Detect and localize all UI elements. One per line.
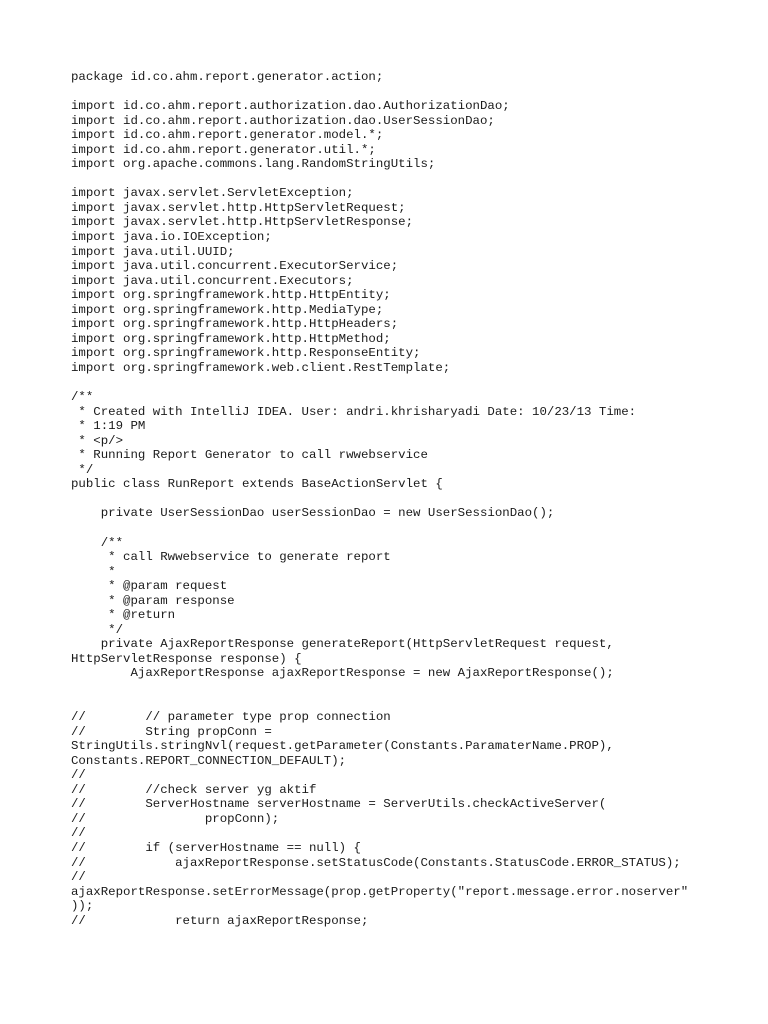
code-line <box>71 375 731 390</box>
code-line <box>71 521 731 536</box>
code-line: import java.util.concurrent.ExecutorService; <box>71 259 399 274</box>
code-line: // // parameter type prop connection <box>71 710 391 725</box>
code-line: * 1:19 PM <box>71 419 146 434</box>
code-line: */ <box>71 462 94 477</box>
code-line: AjaxReportResponse ajaxReportResponse = new AjaxReportResponse(); <box>71 666 614 681</box>
code-line: * @param request <box>71 579 228 594</box>
code-line: import org.springframework.http.HttpHeaders; <box>71 317 399 332</box>
code-line: import javax.servlet.http.HttpServletResponse; <box>71 215 414 230</box>
code-line: private AjaxReportResponse generateReport(HttpServletRequest request, <box>71 637 614 652</box>
code-line: import org.apache.commons.lang.RandomStringUtils; <box>71 157 436 172</box>
code-line: * Created with IntelliJ IDEA. User: andri.khrisharyadi Date: 10/23/13 Time: <box>71 404 637 419</box>
code-line: // propConn); <box>71 811 280 826</box>
code-line: // <box>71 870 86 885</box>
code-line: * @return <box>71 608 176 623</box>
code-line: import id.co.ahm.report.generator.model.*; <box>71 128 384 143</box>
code-line: * <box>71 564 116 579</box>
code-line: )); <box>71 899 94 914</box>
code-line <box>71 172 731 187</box>
code-line: /** <box>71 535 124 550</box>
code-line: // if (serverHostname == null) { <box>71 840 361 855</box>
code-line: import javax.servlet.http.HttpServletRequest; <box>71 200 406 215</box>
code-line: import org.springframework.web.client.RestTemplate; <box>71 360 451 375</box>
code-line: // ajaxReportResponse.setStatusCode(Constants.StatusCode.ERROR_STATUS); <box>71 855 681 870</box>
code-line: /** <box>71 390 94 405</box>
code-line: Constants.REPORT_CONNECTION_DEFAULT); <box>71 753 347 768</box>
code-line: // return ajaxReportResponse; <box>71 913 369 928</box>
code-line: */ <box>71 622 124 637</box>
code-line: * @param response <box>71 593 235 608</box>
code-line: import id.co.ahm.report.authorization.dao.UserSessionDao; <box>71 113 495 128</box>
code-line: // <box>71 768 86 783</box>
code-line: // <box>71 826 86 841</box>
code-line: import org.springframework.http.HttpMethod; <box>71 331 391 346</box>
code-line: ajaxReportResponse.setErrorMessage(prop.getProperty("report.message.error.noserver" <box>71 884 689 899</box>
code-line: * call Rwwebservice to generate report <box>71 550 391 565</box>
code-line: public class RunReport extends BaseActionServlet { <box>71 477 443 492</box>
code-line: private UserSessionDao userSessionDao = new UserSessionDao(); <box>71 506 555 521</box>
code-line: import java.util.UUID; <box>71 244 235 259</box>
code-line <box>71 85 731 100</box>
code-line <box>71 696 731 711</box>
code-line: import org.springframework.http.ResponseEntity; <box>71 346 421 361</box>
code-line: // ServerHostname serverHostname = ServerUtils.checkActiveServer( <box>71 797 607 812</box>
code-line: // //check server yg aktif <box>71 782 317 797</box>
code-line: import javax.servlet.ServletException; <box>71 186 354 201</box>
code-line: import org.springframework.http.MediaType; <box>71 302 384 317</box>
code-line: import id.co.ahm.report.generator.util.*; <box>71 142 376 157</box>
code-line: // String propConn = <box>71 724 272 739</box>
code-line: HttpServletResponse response) { <box>71 651 302 666</box>
code-line: import org.springframework.http.HttpEntity; <box>71 288 391 303</box>
code-line: package id.co.ahm.report.generator.action; <box>71 70 384 84</box>
code-line: import java.util.concurrent.Executors; <box>71 273 354 288</box>
code-line <box>71 492 731 507</box>
code-line <box>71 681 731 696</box>
source-code-block <box>71 70 731 928</box>
code-line: StringUtils.stringNvl(request.getParameter(Constants.ParamaterName.PROP), <box>71 739 614 754</box>
code-line: import id.co.ahm.report.authorization.dao.AuthorizationDao; <box>71 99 510 114</box>
code-line: * Running Report Generator to call rwwebservice <box>71 448 428 463</box>
code-line: * <p/> <box>71 433 124 448</box>
code-line: import java.io.IOException; <box>71 230 272 245</box>
